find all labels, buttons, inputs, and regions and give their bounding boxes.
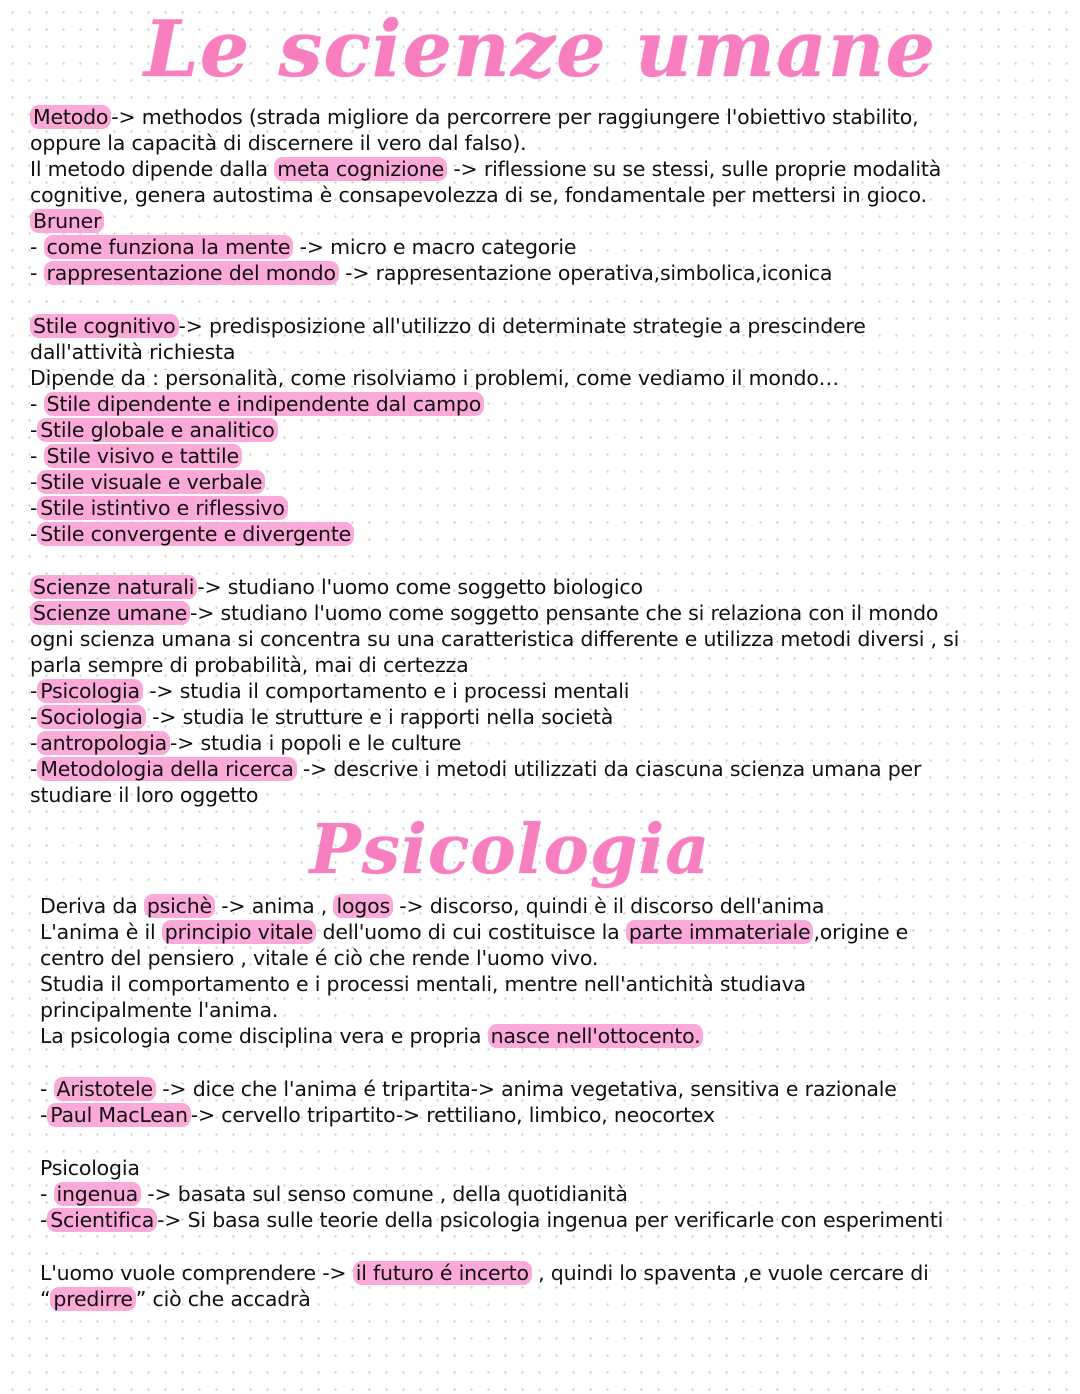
highlighted-term: Paul MacLean	[47, 1103, 191, 1127]
highlighted-term: Sociologia	[37, 705, 146, 729]
note-text: -	[30, 261, 44, 285]
note-text: -	[30, 679, 38, 703]
note-line	[40, 1102, 715, 1128]
note-line	[30, 104, 918, 130]
note-text: -	[30, 444, 44, 468]
note-text: principalmente l'anima.	[40, 998, 279, 1022]
highlighted-term: Stile dipendente e indipendente dal campo	[44, 392, 485, 416]
highlighted-term: psichè	[144, 894, 215, 918]
note-line	[40, 1181, 628, 1207]
note-text: dall'attività richiesta	[30, 340, 236, 364]
note-text: ” ciò che accadrà	[135, 1287, 311, 1311]
note-text: -	[30, 522, 38, 546]
note-line	[30, 574, 643, 600]
note-text: -	[40, 1077, 54, 1101]
highlighted-term: Stile convergente e divergente	[37, 522, 354, 546]
note-text: -> studia le strutture e i rapporti nella società	[145, 705, 614, 729]
note-line	[40, 1023, 703, 1049]
highlighted-term: il futuro é incerto	[353, 1261, 532, 1285]
note-line	[30, 443, 242, 469]
highlighted-term: rappresentazione del mondo	[44, 261, 339, 285]
highlighted-term: parte immateriale	[626, 920, 814, 944]
highlighted-term: Metodologia della ricerca	[37, 757, 296, 781]
note-text: -> studia il comportamento e i processi mentali	[142, 679, 630, 703]
note-line	[40, 893, 824, 919]
note-line	[30, 130, 527, 156]
note-text: L'uomo vuole comprendere ->	[40, 1261, 353, 1285]
highlighted-term: Scienze naturali	[30, 575, 197, 599]
note-text: dell'uomo di cui costituisce la	[316, 920, 626, 944]
note-text: -	[40, 1208, 48, 1232]
note-line	[40, 1260, 929, 1286]
note-text: Il metodo dipende dalla	[30, 157, 275, 181]
note-text: L'anima è il	[40, 920, 162, 944]
note-text: ,origine e	[813, 920, 909, 944]
highlighted-term: predirre	[50, 1287, 135, 1311]
note-line	[40, 971, 806, 997]
highlighted-term: Metodo	[30, 105, 111, 129]
note-line	[30, 260, 832, 286]
note-text: -	[30, 392, 44, 416]
highlighted-term: logos	[333, 894, 392, 918]
note-line	[30, 417, 278, 443]
note-text: -	[30, 757, 38, 781]
note-text: -> studia i popoli e le culture	[169, 731, 462, 755]
note-text: -	[30, 470, 38, 494]
note-line	[40, 919, 908, 945]
note-text: studiare il loro oggetto	[30, 783, 259, 807]
note-text: -> descrive i metodi utilizzati da ciascuna scienza umana per	[296, 757, 922, 781]
note-line	[30, 600, 938, 626]
note-text: -> discorso, quindi è il discorso dell'anima	[392, 894, 825, 918]
note-text: ogni scienza umana si concentra su una caratteristica differente e utilizza metodi diversi , si	[30, 627, 960, 651]
note-text: -> methodos (strada migliore da percorrere per raggiungere l'obiettivo stabilito,	[111, 105, 919, 129]
note-line	[30, 182, 927, 208]
note-line	[30, 156, 941, 182]
note-text: Psicologia	[40, 1156, 140, 1180]
note-text: -> predisposizione all'utilizzo di determinate strategie a prescindere	[178, 314, 866, 338]
note-text: Deriva da	[40, 894, 144, 918]
section-title-psicologia: Psicologia	[309, 810, 711, 890]
note-text: “	[40, 1287, 51, 1311]
note-line	[30, 521, 354, 547]
highlighted-term: come funziona la mente	[44, 235, 294, 259]
note-text: parla sempre di probabilità, mai di certezza	[30, 653, 469, 677]
note-text: -> riflessione su se stessi, sulle proprie modalità	[447, 157, 942, 181]
note-text: cognitive, genera autostima è consapevolezza di se, fondamentale per mettersi in gioco.	[30, 183, 927, 207]
note-line	[30, 313, 866, 339]
note-text: -	[30, 496, 38, 520]
highlighted-term: Stile visivo e tattile	[44, 444, 242, 468]
highlighted-term: principio vitale	[162, 920, 316, 944]
highlighted-term: Stile globale e analitico	[37, 418, 277, 442]
note-line	[40, 997, 278, 1023]
note-line	[30, 756, 921, 782]
note-line	[30, 626, 959, 652]
note-text: -	[40, 1182, 54, 1206]
note-line	[30, 704, 613, 730]
highlighted-term: nasce nell'ottocento.	[488, 1024, 704, 1048]
note-text: La psicologia come disciplina vera e propria	[40, 1024, 488, 1048]
note-line	[30, 495, 288, 521]
highlighted-term: Bruner	[30, 209, 104, 233]
highlighted-term: Scienze umane	[30, 601, 190, 625]
note-text: -> Si basa sulle teorie della psicologia ingenua per verificarle con esperimenti	[157, 1208, 944, 1232]
highlighted-term: Aristotele	[54, 1077, 156, 1101]
note-text: -> anima ,	[214, 894, 334, 918]
note-line	[30, 782, 258, 808]
note-text: -	[30, 731, 38, 755]
highlighted-term: Scientifica	[47, 1208, 157, 1232]
note-line	[40, 945, 598, 971]
note-line	[30, 469, 265, 495]
note-text: -> dice che l'anima é tripartita-> anima vegetativa, sensitiva e razionale	[155, 1077, 897, 1101]
note-text: -> cervello tripartito-> rettiliano, limbico, neocortex	[190, 1103, 715, 1127]
note-line	[30, 678, 629, 704]
note-text: -	[40, 1103, 48, 1127]
highlighted-term: antropologia	[37, 731, 170, 755]
highlighted-term: Stile visuale e verbale	[37, 470, 265, 494]
note-line	[30, 234, 576, 260]
note-text: -	[30, 705, 38, 729]
note-text: Dipende da : personalità, come risolviamo i problemi, come vediamo il mondo…	[30, 366, 839, 390]
highlighted-term: Stile cognitivo	[30, 314, 179, 338]
note-text: -> rappresentazione operativa,simbolica,iconica	[338, 261, 833, 285]
note-line	[40, 1286, 311, 1312]
note-text: , quindi lo spaventa ,e vuole cercare di	[531, 1261, 929, 1285]
note-line	[30, 652, 468, 678]
note-text: -> studiano l'uomo come soggetto pensante che si relaziona con il mondo	[190, 601, 939, 625]
note-line	[30, 391, 484, 417]
note-line	[30, 208, 104, 234]
note-line	[40, 1076, 897, 1102]
highlighted-term: Stile istintivo e riflessivo	[37, 496, 288, 520]
note-text: -> micro e macro categorie	[293, 235, 577, 259]
note-text: -> studiano l'uomo come soggetto biologico	[197, 575, 643, 599]
highlighted-term: meta cognizione	[274, 157, 447, 181]
note-line	[30, 339, 235, 365]
note-line	[40, 1207, 943, 1233]
note-text: -> basata sul senso comune , della quotidianità	[140, 1182, 628, 1206]
note-text: -	[30, 235, 44, 259]
note-line	[30, 730, 461, 756]
note-text: oppure la capacità di discernere il vero dal falso).	[30, 131, 527, 155]
note-text: -	[30, 418, 38, 442]
highlighted-term: ingenua	[54, 1182, 141, 1206]
note-text: centro del pensiero , vitale é ciò che rende l'uomo vivo.	[40, 946, 599, 970]
note-text: Studia il comportamento e i processi mentali, mentre nell'antichità studiava	[40, 972, 806, 996]
page-title: Le scienze umane	[143, 4, 937, 95]
note-line	[30, 365, 839, 391]
highlighted-term: Psicologia	[37, 679, 143, 703]
note-line	[40, 1155, 140, 1181]
